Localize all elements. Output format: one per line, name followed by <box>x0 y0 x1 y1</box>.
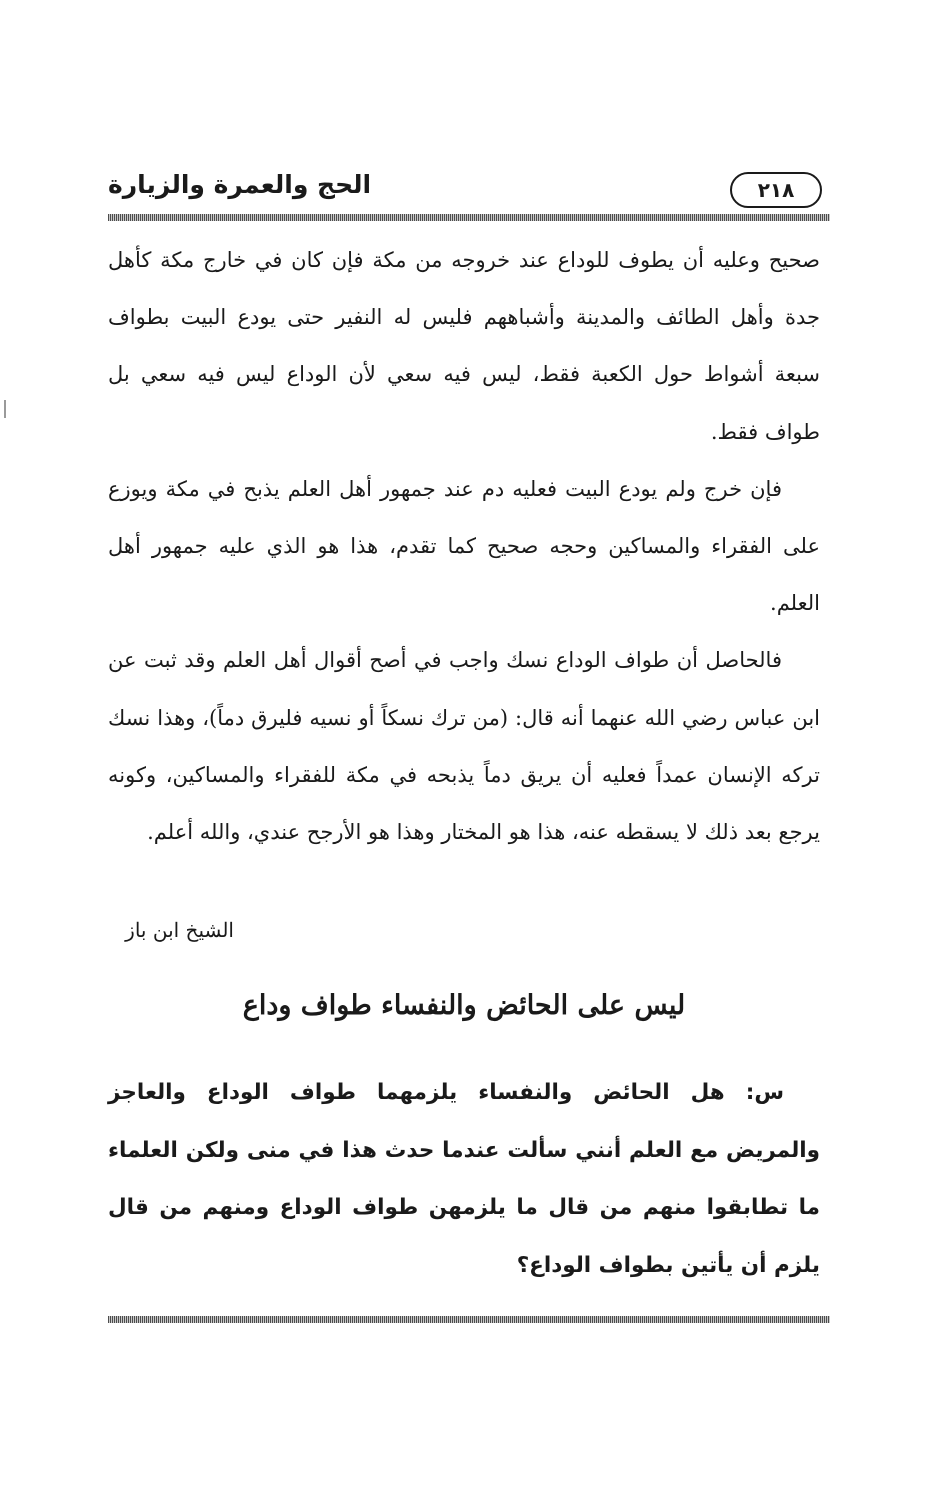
page-number-badge: ٢١٨ <box>730 172 822 208</box>
footer-rule <box>108 1316 830 1323</box>
paragraph: صحيح وعليه أن يطوف للوداع عند خروجه من مكة فإن كان في خارج مكة كأهل جدة وأهل الطائف والمدينة وأشباههم فليس له النفير حتى يودع البيت بطواف سبعة أشواط حول الكعبة فقط، ليس فيه سعي لأن الوداع ليس فيه سعي بل طواف فقط. <box>108 248 820 444</box>
book-title: الحج والعمرة والزيارة <box>108 170 372 199</box>
author-attribution: الشيخ ابن باز <box>125 918 234 942</box>
question-block <box>108 1064 820 1295</box>
margin-mark <box>4 400 6 418</box>
question-text: س: هل الحائض والنفساء يلزمهما طواف الوداع والعاجز والمريض مع العلم أنني سألت عندما حدث هذا في منى ولكن العلماء ما تطابقوا منهم من قال ما يلزمهن طواف الوداع ومنهم من قال يلزم أن يأتين بطواف الوداع؟ <box>108 1080 820 1279</box>
paragraph: فإن خرج ولم يودع البيت فعليه دم عند جمهور أهل العلم يذبح في مكة ويوزع على الفقراء والمساكين وحجه صحيح كما تقدم، هذا هو الذي عليه جمهور أهل العلم. <box>108 476 820 616</box>
paragraph: فالحاصل أن طواف الوداع نسك واجب في أصح أقوال أهل العلم وقد ثبت عن ابن عباس رضي الله عنهما أنه قال: (من ترك نسكاً أو نسيه فليرق دماً)، وهذا نسك تركه الإنسان عمداً فعليه أن يريق دماً يذبحه في مكة للفقراء والمساكين، وكونه يرجع بعد ذلك لا يسقطه عنه، هذا هو المختار وهذا هو الأرجح عندي، والله أعلم. <box>108 648 820 845</box>
header-rule <box>108 214 830 221</box>
section-heading: ليس على الحائض والنفساء طواف وداع <box>242 990 686 1021</box>
page-header <box>108 168 830 212</box>
body-text <box>108 232 820 861</box>
